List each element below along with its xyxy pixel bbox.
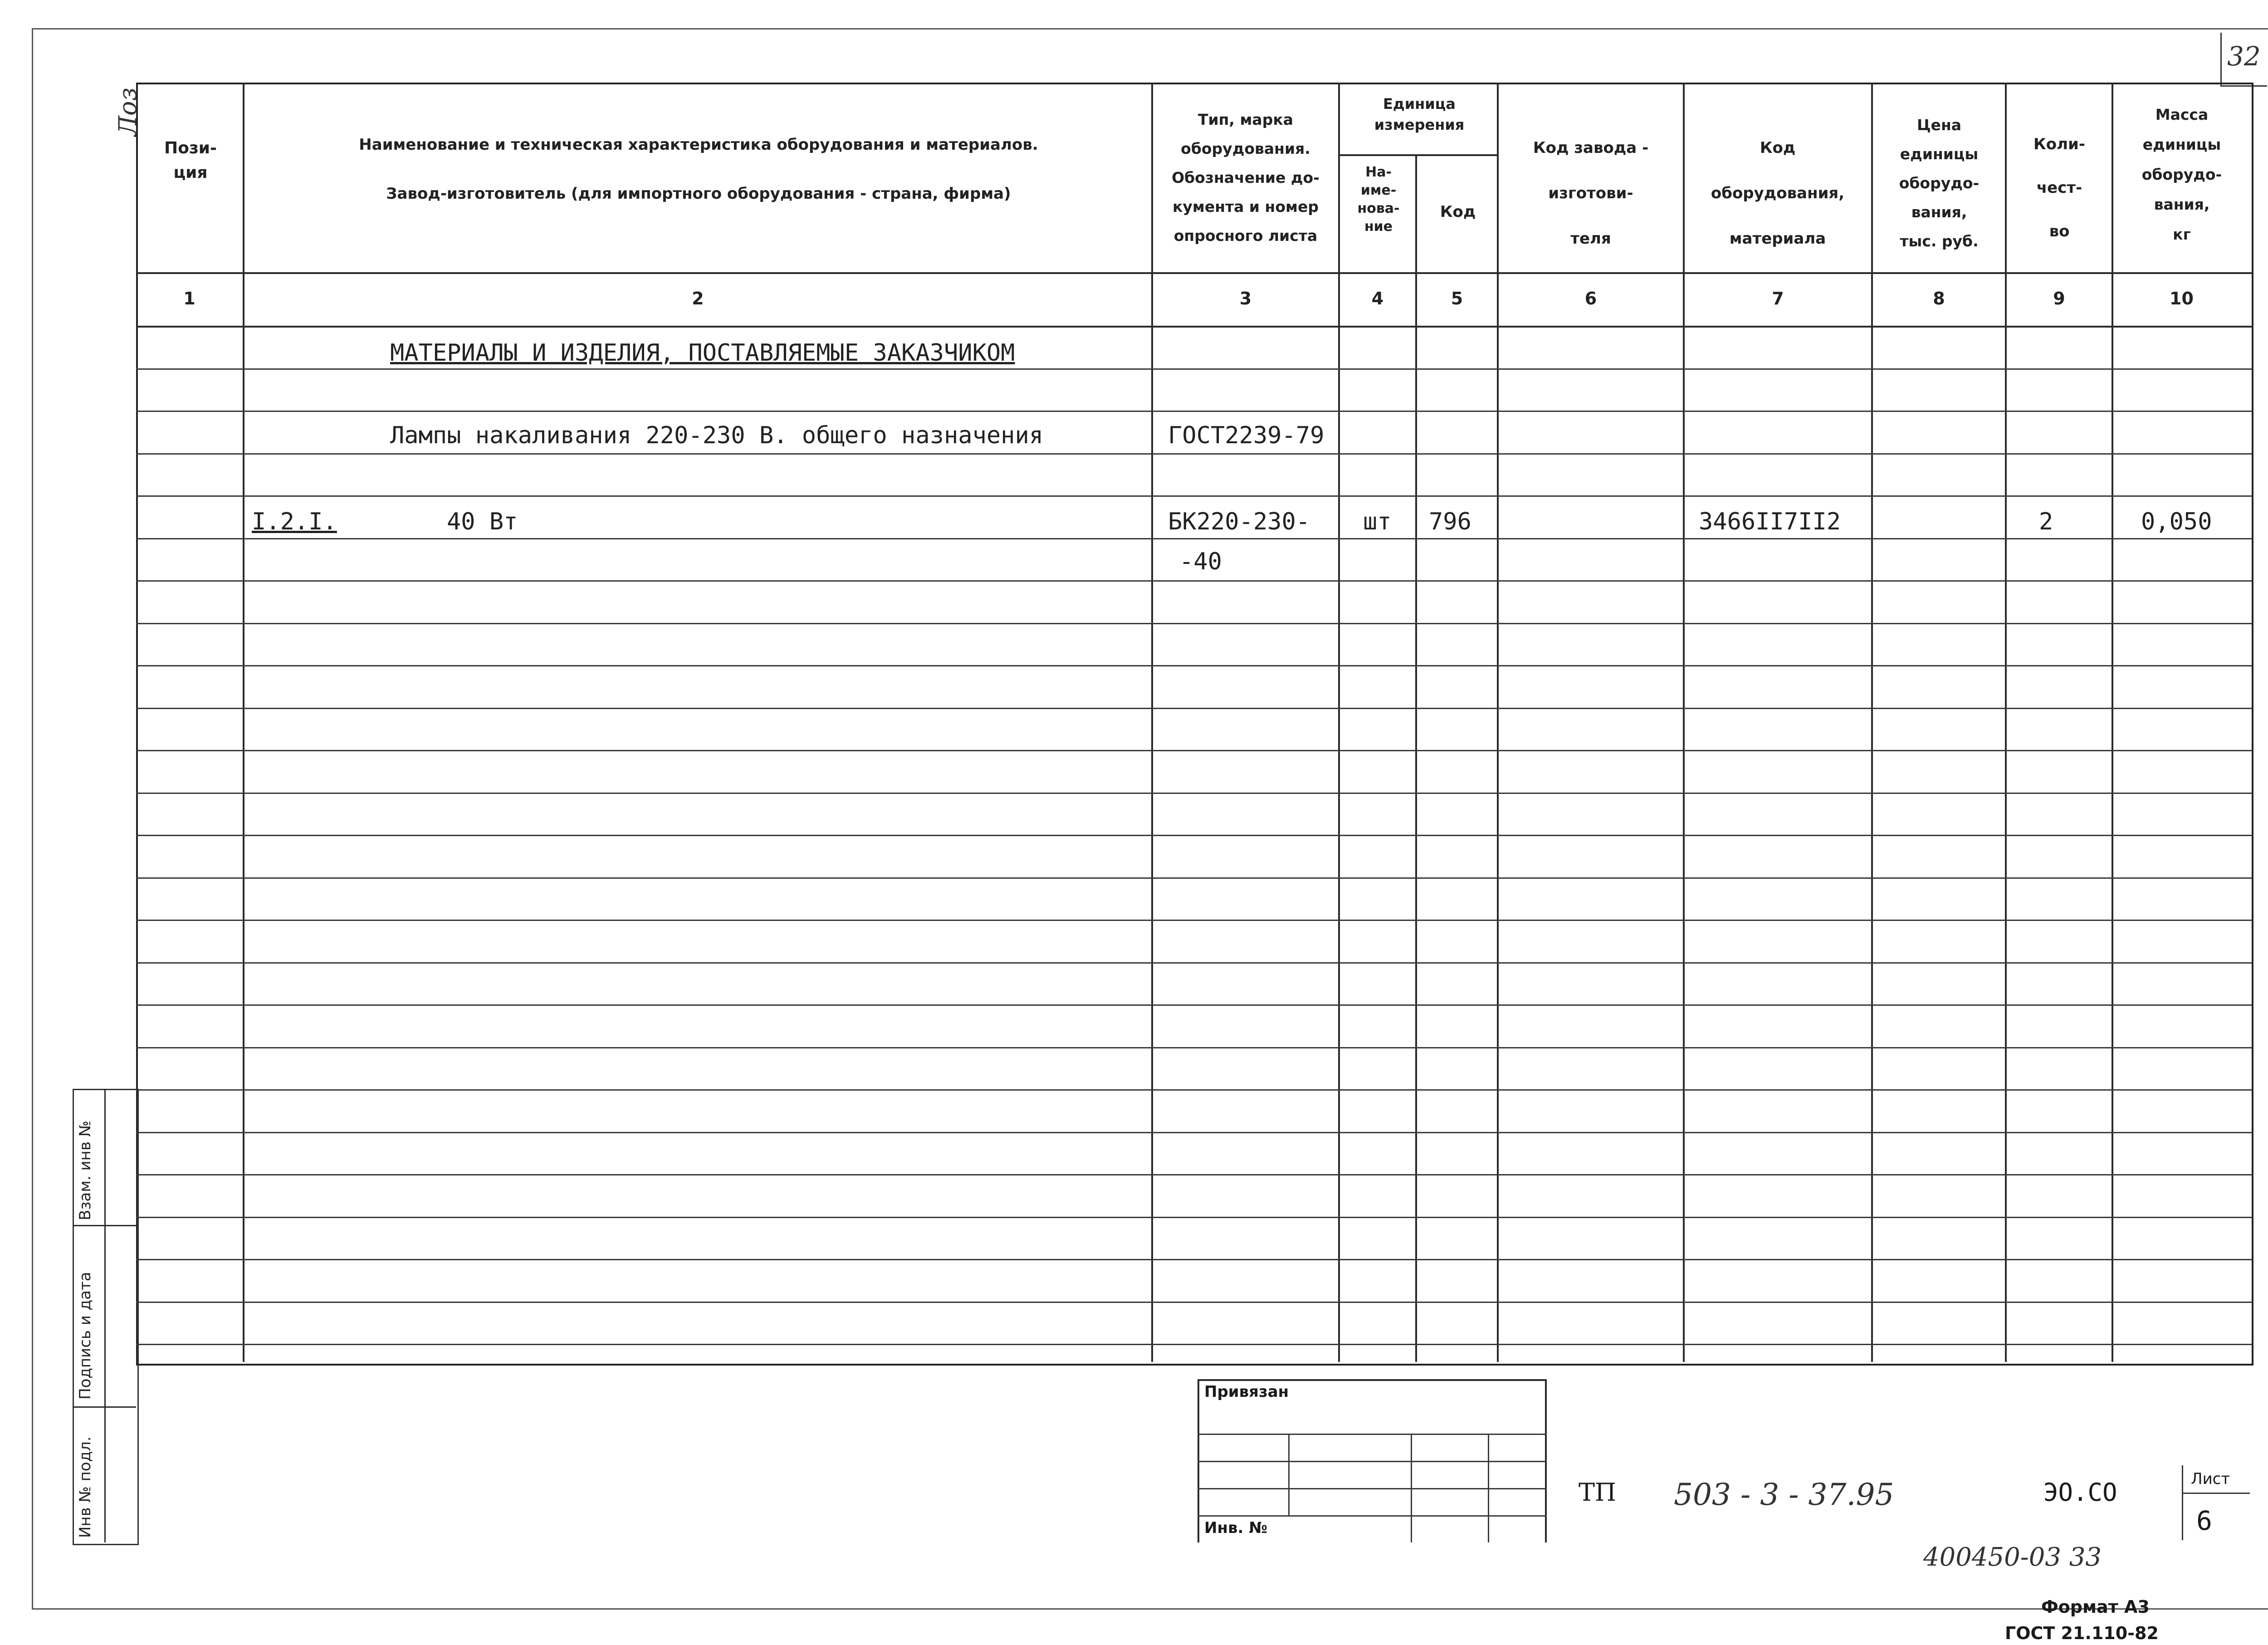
body-row-line [136, 411, 2252, 412]
header-unit-code: Код [1440, 203, 1476, 221]
margin-note: Лоз [113, 87, 142, 136]
header-unit-name: На- име- нова- ние [1357, 164, 1400, 235]
colnum-3: 3 [1239, 289, 1252, 308]
colnum-2: 2 [692, 289, 704, 308]
tp-number: 503 - 3 - 37.95 [1674, 1477, 1894, 1512]
inv-no-label: Инв. № [1204, 1519, 1268, 1537]
section-title: МАТЕРИАЛЫ И ИЗДЕЛИЯ, ПОСТАВЛЯЕМЫЕ ЗАКАЗЧИКОМ [390, 339, 1015, 367]
side-stamp-line-2 [73, 1406, 136, 1408]
colnum-4: 4 [1371, 289, 1384, 308]
header-mass: Масса единицы оборудо- вания, кг [2141, 106, 2222, 243]
gost-label: ГОСТ 21.110-82 [2005, 1623, 2159, 1643]
item-unit-code: 796 [1429, 508, 1471, 535]
body-row-line [136, 623, 2252, 624]
header-name-line1: Наименование и техническая характеристика оборудования и материалов. [359, 136, 1038, 154]
section-code: ЭО.СО [2043, 1478, 2117, 1507]
col-line-8 [2005, 83, 2007, 1362]
header-unit-group: Единица измерения [1374, 95, 1465, 133]
col-line-2 [1151, 83, 1153, 1362]
body-row-line [136, 793, 2252, 794]
colnum-9: 9 [2053, 289, 2065, 308]
group-standard: ГОСТ2239-79 [1168, 422, 1325, 449]
archive-number: 400450-03 33 [1923, 1542, 2102, 1572]
colnum-5: 5 [1451, 289, 1463, 308]
body-row-line [136, 750, 2252, 751]
col-line-6 [1683, 83, 1685, 1362]
title-block-col1 [1288, 1434, 1290, 1515]
body-row-line [136, 1004, 2252, 1006]
format-label: Формат А3 [2041, 1597, 2150, 1617]
title-block-top [1198, 1379, 1547, 1381]
tp-label: ТП [1579, 1478, 1617, 1507]
number-row-bottom-line [136, 326, 2252, 328]
body-row-line [136, 1047, 2252, 1048]
body-row-line [136, 920, 2252, 921]
col-line-9 [2112, 83, 2113, 1362]
item-material-code: 3466II7II2 [1699, 508, 1841, 535]
item-quantity: 2 [2039, 508, 2053, 535]
item-mass: 0,050 [2141, 508, 2212, 535]
side-inv-podl: Инв № подл. [76, 1436, 94, 1538]
header-factory-code: Код завода - изготови- теля [1533, 139, 1649, 248]
side-stamp-divider [104, 1089, 106, 1542]
header-quantity: Коли- чест- во [2033, 135, 2085, 240]
header-price: Цена единицы оборудо- вания, тыс. руб. [1899, 116, 1980, 250]
title-block-col3 [1488, 1434, 1489, 1542]
colnum-7: 7 [1772, 289, 1784, 308]
item-type-line1: БК220-230- [1168, 508, 1310, 535]
title-block-row3 [1198, 1488, 1547, 1489]
colnum-6: 6 [1584, 289, 1597, 308]
body-row-line [136, 962, 2252, 964]
item-unit-name: шт [1363, 508, 1392, 535]
body-row-line [136, 580, 2252, 582]
item-position: I.2.I. [252, 508, 337, 535]
header-material-code: Код оборудования, материала [1711, 139, 1845, 248]
main-table-frame [136, 83, 2253, 1366]
body-row-line [136, 835, 2252, 836]
body-row-line [136, 495, 2252, 497]
side-podpis: Подпись и дата [76, 1272, 94, 1400]
body-row-line [136, 1344, 2252, 1345]
body-row-line [136, 1174, 2252, 1175]
sheet-number-top: 32 [2227, 41, 2261, 72]
body-row-line [136, 368, 2252, 370]
title-block-col2 [1411, 1434, 1412, 1542]
list-label: Лист [2191, 1470, 2230, 1488]
body-row-line [136, 1132, 2252, 1133]
title-block-row1 [1198, 1434, 1547, 1435]
header-type: Тип, марка оборудования. Обозначение до- кумента и номер опросного листа [1172, 111, 1320, 245]
body-row-line [136, 1217, 2252, 1218]
colnum-8: 8 [1933, 289, 1945, 308]
side-vzam: Взам. инв № [76, 1120, 94, 1220]
item-name: 40 Вт [447, 508, 518, 535]
body-row-line [136, 1259, 2252, 1260]
col-line-7 [1871, 83, 1873, 1362]
item-type-line2: -40 [1179, 548, 1222, 575]
body-row-line [136, 665, 2252, 666]
col-line-4 [1415, 154, 1417, 1362]
body-row-line [136, 1089, 2252, 1091]
col-line-1 [243, 83, 244, 1362]
body-row-line [136, 453, 2252, 455]
unit-group-line [1338, 154, 1499, 156]
title-block-row2 [1198, 1461, 1547, 1462]
list-number: 6 [2196, 1505, 2212, 1536]
body-row-line [136, 538, 2252, 539]
title-block-row4 [1198, 1515, 1547, 1517]
body-row-line [136, 877, 2252, 879]
group-title: Лампы накаливания 220-230 В. общего назначения [390, 422, 1044, 449]
privyazan-label: Привязан [1204, 1383, 1289, 1401]
side-stamp-line-1 [73, 1225, 136, 1226]
col-line-3 [1338, 83, 1340, 1362]
body-row-line [136, 708, 2252, 709]
body-row-line [136, 1302, 2252, 1303]
header-bottom-line [136, 272, 2252, 274]
list-box-divider [2182, 1493, 2250, 1494]
col-line-5 [1497, 83, 1499, 1362]
colnum-10: 10 [2170, 289, 2194, 308]
header-position: Пози- ция [164, 139, 217, 182]
colnum-1: 1 [183, 289, 196, 308]
header-name-line2: Завод-изготовитель (для импортного оборудования - страна, фирма) [386, 185, 1011, 203]
